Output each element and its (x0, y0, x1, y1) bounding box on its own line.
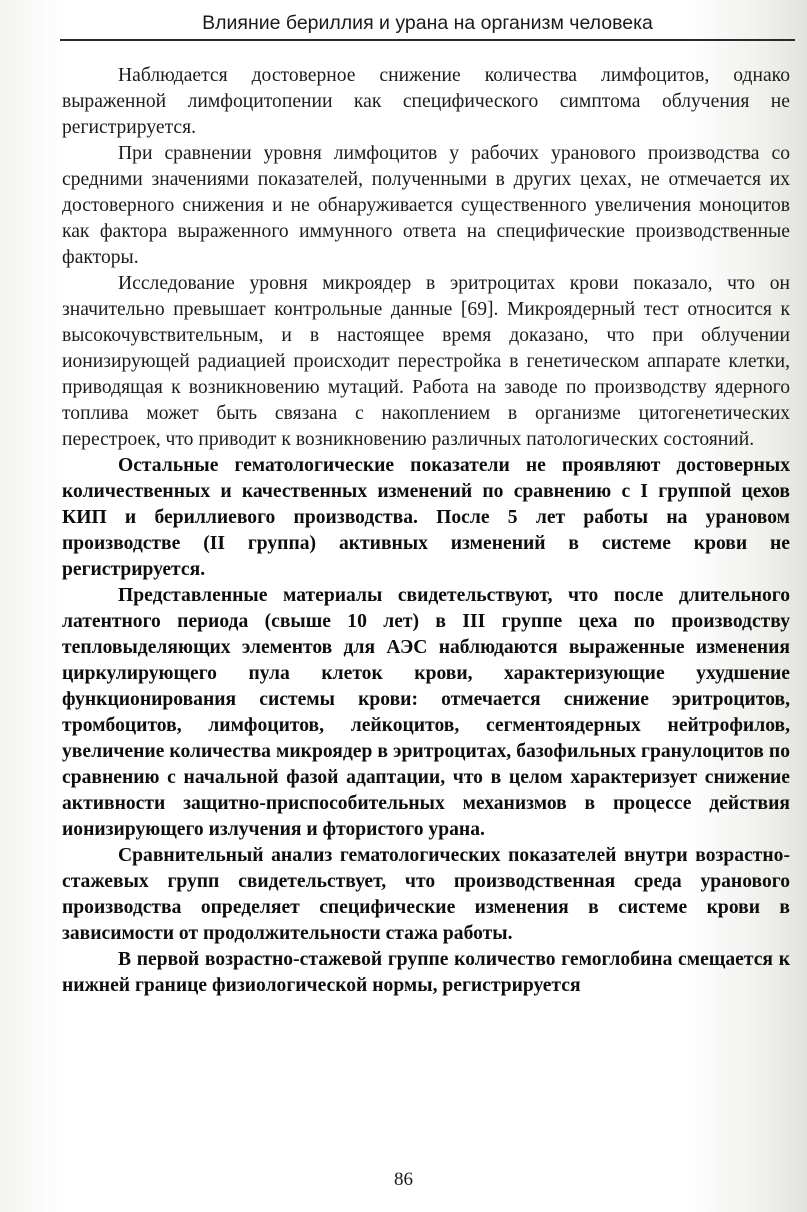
paragraph-first-group: В первой возрастно-стажевой группе количество гемоглобина смещается к нижней границе физиологической нормы, регистрируется (62, 949, 790, 996)
paragraph-group-three: Представленные материалы свидетельствуют, что после длительного латентного периода (свыше 10 лет) в III группе цеха по производству тепловыделяющих элементов для АЭС наблюдаются выраженные изменения циркулирующего пула клеток крови, характеризующие ухудшение функционирования системы крови: отмечается снижение эритроцитов, тромбоцитов, лимфоцитов, лейкоцитов, сегментоядерных нейтрофилов, увеличение количества микроядер в эритроцитах, базофильных гранулоцитов по сравнению с начальной фазой адаптации, что в целом характеризует снижение активности защитно-приспособительных механизмов в процессе действия ионизирующего излучения и фтористого урана. (62, 585, 790, 840)
paragraph-micronuclei: Исследование уровня микроядер в эритроцитах крови показало, что он значительно превышает контрольные данные [69]. Микроядерный тест относится к высокочувствительным, и в настоящее время доказано, что при облучении ионизирующей радиацией происходит перестройка в генетическом аппарате клетки, приводящая к возникновению мутаций. Работа на заводе по производству ядерного топлива может быть связана с накоплением в организме цитогенетических перестроек, что приводит к возникновению различных патологических состояний. (62, 273, 790, 450)
body-text (62, 63, 790, 999)
page-number: 86 (394, 1169, 413, 1190)
paragraph-lymphocyte-comparison: При сравнении уровня лимфоцитов у рабочих уранового производства со средними значениями показателей, полученными в других цехах, не отмечается их достоверного снижения и не обнаруживается существенного увеличения моноцитов как фактора выраженного иммунного ответа на специфические производственные факторы. (62, 143, 790, 268)
paragraph-other-indicators: Остальные гематологические показатели не проявляют достоверных количественных и качественных изменений по сравнению с I группой цехов КИП и бериллиевого производства. После 5 лет работы на урановом производстве (II группа) активных изменений в системе крови не регистрируется. (62, 455, 790, 580)
paragraph-comparative-analysis: Сравнительный анализ гематологических показателей внутри возрастно-стажевых групп свидетельствует, что производственная среда уранового производства определяет специфические изменения в системе крови в зависимости от продолжительности стажа работы. (62, 845, 790, 944)
running-head: Влияние бериллия и урана на организм человека (60, 9, 795, 41)
paragraph-lymphocytes: Наблюдается достоверное снижение количества лимфоцитов, однако выраженной лимфоцитопении как специфического симптома облучения не регистрируется. (62, 65, 790, 138)
